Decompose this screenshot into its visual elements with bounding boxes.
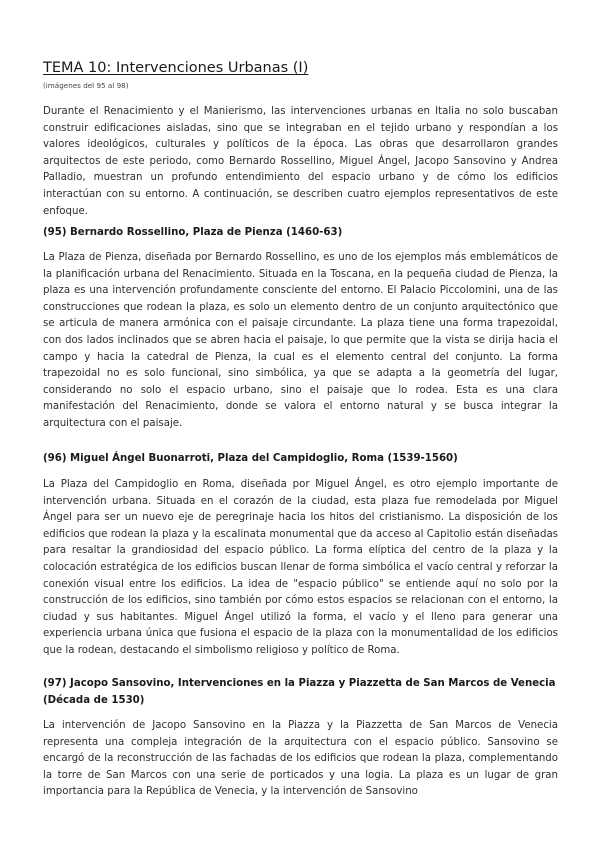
section-heading-97: (97) Jacopo Sansovino, Intervenciones en la Piazza y Piazzetta de San Marcos de Venecia (Década de 1530) xyxy=(43,678,556,706)
section-heading-95: (95) Bernardo Rossellino, Plaza de Pienza (1460-63) xyxy=(43,227,343,238)
page-title: TEMA 10: Intervenciones Urbanas (I) xyxy=(43,60,309,76)
intro-paragraph: Durante el Renacimiento y el Manierismo, las intervenciones urbanas en Italia no solo buscaban construir edificaciones aisladas, sino que se integraban en el tejido urbano y respondían a los valores ideológicos, culturales y políticos de la época. Las obras que desarrollaron grandes arquitectos de este periodo, como Bernardo Rossellino, Miguel Ángel, Jacopo Sansovino y Andrea Palladio, muestran un profundo entendimiento del espacio urbano y de cómo los edificios interactúan con su entorno. A continuación, se describen cuatro ejemplos representativos de este enfoque. xyxy=(43,106,558,217)
section-body-95: La Plaza de Pienza, diseñada por Bernardo Rossellino, es uno de los ejemplos más emblemáticos de la planificación urbana del Renacimiento. Situada en la Toscana, en la pequeña ciudad de Pienza, la plaza es una intervención profundamente consciente del entorno. El Palacio Piccolomini, una de las construcciones que rodean la plaza, es solo un elemento dentro de un conjunto arquitectónico que se articula de manera armónica con el paisaje circundante. La plaza tiene una forma trapezoidal, con dos lados inclinados que se abren hacia el paisaje, lo que permite que la vista se dirija hacia el campo y hacia la catedral de Pienza, la cual es el elemento central del conjunto. La forma trapezoidal no es solo funcional, sino simbólica, ya que se adapta a la geometría del lugar, considerando no solo el espacio urbano, sino el paisaje que lo rodea. Esta es una clara manifestación del Renacimiento, donde se valora el entorno natural y se busca integrar la arquitectura con el paisaje. xyxy=(43,252,558,429)
section-body-97: La intervención de Jacopo Sansovino en la Piazza y la Piazzetta de San Marcos de Venecia representa una compleja integración de la arquitectura con el espacio público. Sansovino se encargó de la reconstrucción de las fachadas de los edificios que rodean la plaza, complementando la torre de San Marcos con una serie de porticados y una logia. La plaza es un lugar de gran importancia para la República de Venecia, y la intervención de Sansovino xyxy=(43,720,558,798)
section-heading-96: (96) Miguel Ángel Buonarroti, Plaza del Campidoglio, Roma (1539-1560) xyxy=(43,453,458,464)
section-body-96: La Plaza del Campidoglio en Roma, diseñada por Miguel Ángel, es otro ejemplo importante de intervención urbana. Situada en el corazón de la ciudad, esta plaza fue remodelada por Miguel Ángel para ser un nuevo eje de peregrinaje hacia los hitos del cristianismo. La disposición de los edificios que rodean la plaza y la escalinata monumental que da acceso al Capitolio están diseñadas para resaltar la grandiosidad del espacio público. La forma elíptica del centro de la plaza y la colocación estratégica de los edificios buscan llenar de forma simbólica el vacío central y reforzar la conexión visual entre los edificios. La idea de "espacio público" se entiende aquí no solo por la construcción de los edificios, sino también por cómo estos espacios se relacionan con el entorno, la ciudad y sus habitantes. Miguel Ángel utilizó la forma, el vacío y el lleno para generar una experiencia urbana única que fusiona el espacio de la plaza con la monumentalidad de los edificios que la rodean, destacando el simbolismo religioso y político de Roma. xyxy=(43,479,558,656)
page-subtitle: (imágenes del 95 al 98) xyxy=(43,81,129,90)
